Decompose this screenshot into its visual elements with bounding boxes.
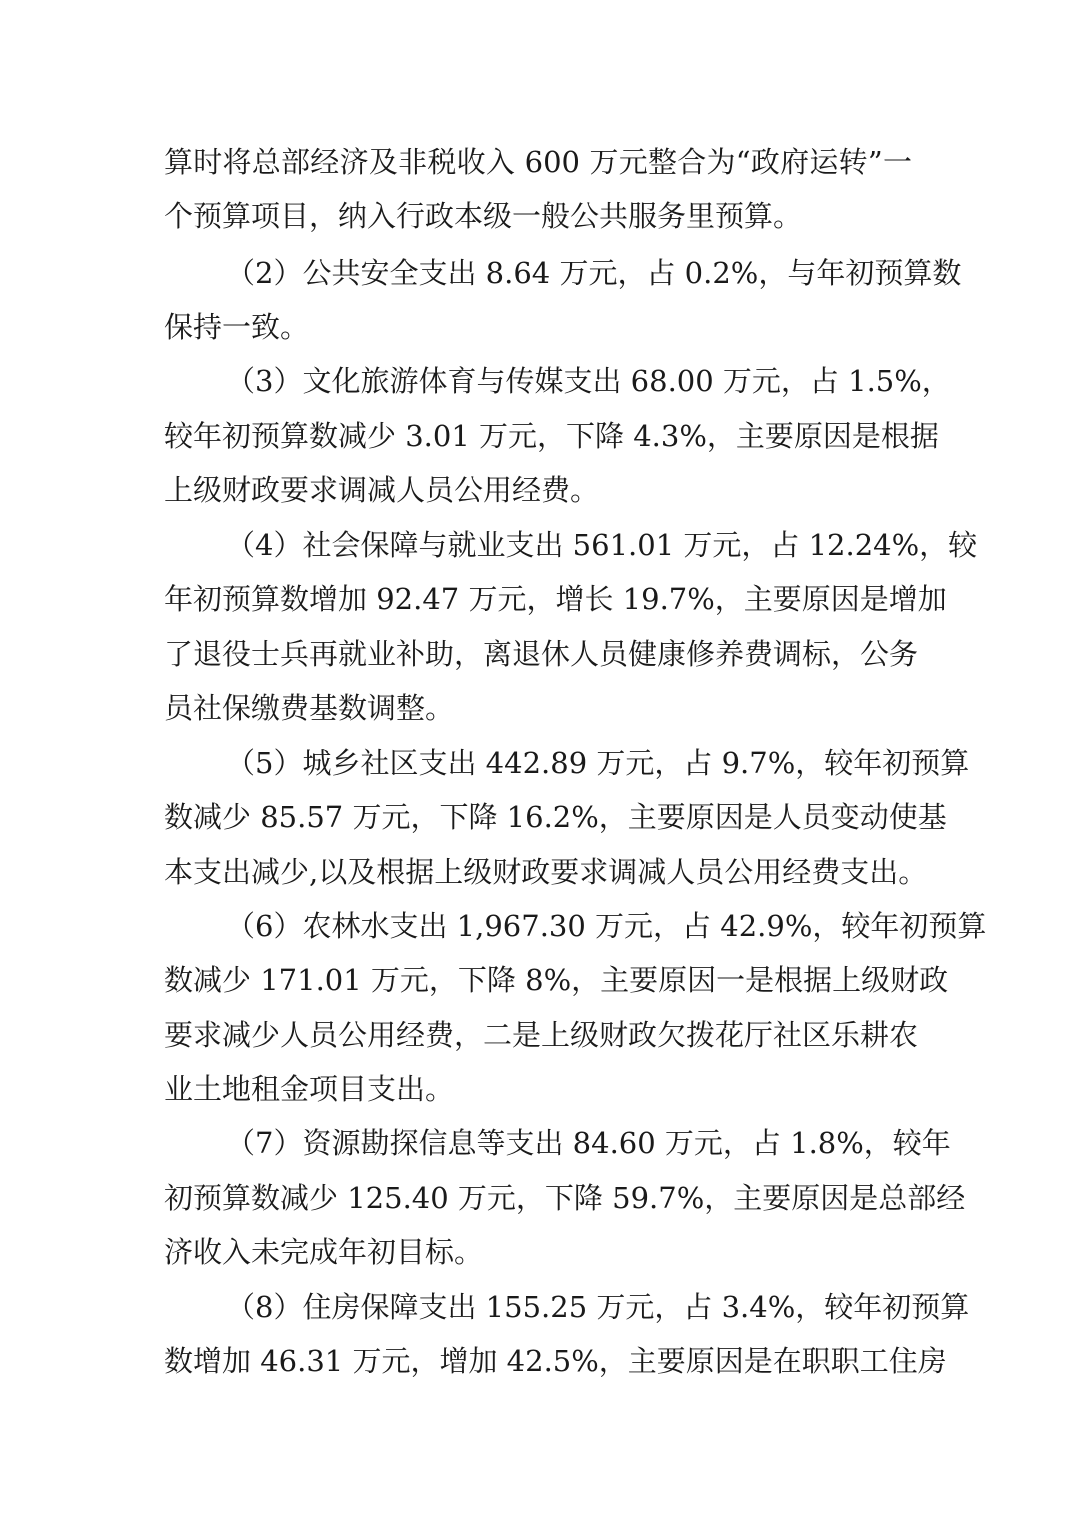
text-line: （2）公共安全支出 8.64 万元，占 0.2%，与年初预算数 xyxy=(226,256,962,290)
text-line: （5）城乡社区支出 442.89 万元，占 9.7%，较年初预算 xyxy=(226,746,970,780)
text-line: 较年初预算数减少 3.01 万元，下降 4.3%，主要原因是根据 xyxy=(164,419,939,453)
text-line: 了退役士兵再就业补助，离退休人员健康修养费调标，公务 xyxy=(164,637,919,671)
text-line: 数增加 46.31 万元，增加 42.5%，主要原因是在职职工住房 xyxy=(164,1344,947,1378)
text-line: （6）农林水支出 1,967.30 万元，占 42.9%，较年初预算 xyxy=(226,909,987,943)
text-line: （3）文化旅游体育与传媒支出 68.00 万元，占 1.5%， xyxy=(226,364,951,398)
text-line: （8）住房保障支出 155.25 万元，占 3.4%，较年初预算 xyxy=(226,1290,970,1324)
text-line: 数减少 171.01 万元，下降 8%，主要原因一是根据上级财政 xyxy=(164,963,949,997)
text-line: 上级财政要求调减人员公用经费。 xyxy=(164,473,600,507)
text-line: 保持一致。 xyxy=(164,310,310,344)
text-line: 个预算项目，纳入行政本级一般公共服务里预算。 xyxy=(164,199,803,233)
text-line: 要求减少人员公用经费，二是上级财政欠拨花厅社区乐耕农 xyxy=(164,1018,919,1052)
text-line: 年初预算数增加 92.47 万元，增长 19.7%，主要原因是增加 xyxy=(164,582,947,616)
text-line: 算时将总部经济及非税收入 600 万元整合为“政府运转”一 xyxy=(164,145,912,179)
text-line: 员社保缴费基数调整。 xyxy=(164,691,455,725)
text-line: 数减少 85.57 万元，下降 16.2%，主要原因是人员变动使基 xyxy=(164,800,947,834)
text-line: 本支出减少,以及根据上级财政要求调减人员公用经费支出。 xyxy=(164,855,928,889)
text-line: （7）资源勘探信息等支出 84.60 万元，占 1.8%，较年 xyxy=(226,1126,951,1160)
text-line: 业土地租金项目支出。 xyxy=(164,1072,455,1106)
text-line: （4）社会保障与就业支出 561.01 万元，占 12.24%，较 xyxy=(226,528,978,562)
text-line: 初预算数减少 125.40 万元，下降 59.7%，主要原因是总部经 xyxy=(164,1181,966,1215)
text-line: 济收入未完成年初目标。 xyxy=(164,1235,484,1269)
